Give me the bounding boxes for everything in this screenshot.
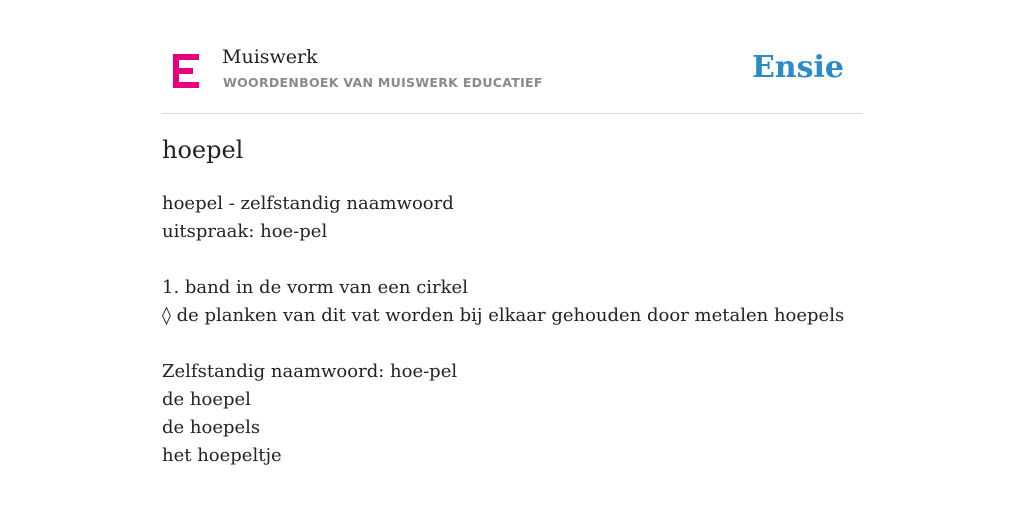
definition-line: 1. band in de vorm van een cirkel <box>162 277 468 298</box>
entry-body <box>162 190 862 470</box>
form-item: de hoepel <box>162 389 251 410</box>
muiswerk-logo-icon[interactable] <box>173 54 201 88</box>
spacer <box>162 246 862 274</box>
headword-line: hoepel - zelfstandig naamwoord <box>162 193 454 214</box>
brand-subtitle: WOORDENBOEK VAN MUISWERK EDUCATIEF <box>223 75 543 90</box>
form-item: de hoepels <box>162 417 261 438</box>
forms-heading: Zelfstandig naamwoord: hoe-pel <box>162 361 458 382</box>
pronunciation-line: uitspraak: hoe-pel <box>162 221 328 242</box>
example-line: ◊ de planken van dit vat worden bij elkaar gehouden door metalen hoepels <box>162 305 845 326</box>
spacer <box>162 330 862 358</box>
ensie-logo[interactable]: Ensie <box>751 50 844 85</box>
form-item: het hoepeltje <box>162 445 282 466</box>
brand-name[interactable]: Muiswerk <box>222 46 318 68</box>
site-header <box>162 40 862 114</box>
logo-bar-bottom <box>173 82 199 88</box>
entry-title: hoepel <box>162 136 244 164</box>
logo-bar-middle <box>173 68 193 74</box>
logo-bar-top <box>173 54 199 60</box>
